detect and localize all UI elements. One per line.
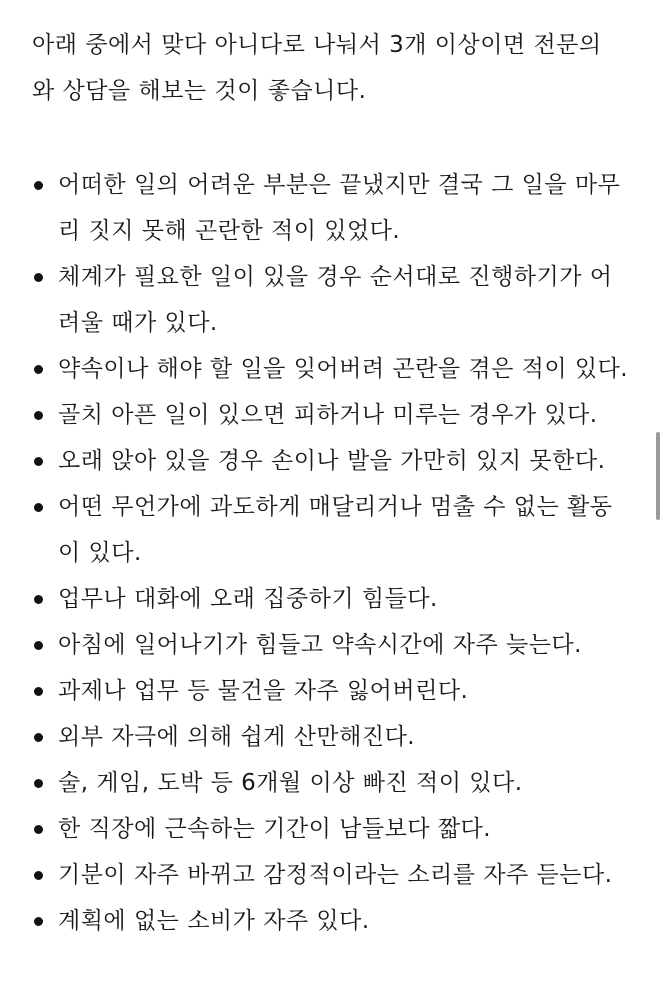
scrollbar-thumb[interactable] — [656, 432, 660, 520]
intro-line: 아래 중에서 맞다 아니다로 나눠서 3개 이상이면 전문의 — [32, 32, 602, 58]
checklist-item — [0, 760, 666, 806]
checklist-item-text: 골치 아픈 일이 있으면 피하거나 미루는 경우가 있다. — [58, 402, 598, 428]
bullet-icon — [34, 825, 43, 834]
checklist-item — [0, 162, 666, 254]
checklist-item-text: 한 직장에 근속하는 기간이 남들보다 짧다. — [58, 816, 492, 842]
checklist-item — [0, 484, 666, 576]
bullet-icon — [34, 411, 43, 420]
checklist-item-text: 약속이나 해야 할 일을 잊어버려 곤란을 겪은 적이 있다. — [58, 356, 629, 382]
checklist-item-text: 이 있다. — [58, 540, 142, 566]
intro-paragraph — [32, 22, 632, 114]
bullet-icon — [34, 641, 43, 650]
checklist-item — [0, 806, 666, 852]
checklist-item — [0, 254, 666, 346]
bullet-icon — [34, 595, 43, 604]
checklist-item-text: 외부 자극에 의해 쉽게 산만해진다. — [58, 724, 416, 750]
checklist-item-text: 업무나 대화에 오래 집중하기 힘들다. — [58, 586, 438, 612]
checklist-item — [0, 576, 666, 622]
checklist-item-text: 어떤 무언가에 과도하게 매달리거나 멈출 수 없는 활동 — [58, 494, 613, 520]
bullet-icon — [34, 687, 43, 696]
checklist-item — [0, 714, 666, 760]
checklist-item-text: 오래 앉아 있을 경우 손이나 발을 가만히 있지 못한다. — [58, 448, 606, 474]
checklist-item — [0, 668, 666, 714]
checklist-item-text: 체계가 필요한 일이 있을 경우 순서대로 진행하기가 어 — [58, 264, 613, 290]
checklist-item — [0, 346, 666, 392]
checklist-item-text: 아침에 일어나기가 힘들고 약속시간에 자주 늦는다. — [58, 632, 582, 658]
checklist-item-text: 리 짓지 못해 곤란한 적이 있었다. — [58, 218, 401, 244]
checklist-item-text: 기분이 자주 바뀌고 감정적이라는 소리를 자주 듣는다. — [58, 862, 613, 888]
bullet-icon — [34, 273, 43, 282]
bullet-icon — [34, 871, 43, 880]
bullet-icon — [34, 181, 43, 190]
checklist-item-text: 계획에 없는 소비가 자주 있다. — [58, 908, 370, 934]
bullet-icon — [34, 917, 43, 926]
bullet-icon — [34, 733, 43, 742]
checklist-item-text: 과제나 업무 등 물건을 자주 잃어버린다. — [58, 678, 469, 704]
checklist-item — [0, 898, 666, 944]
checklist-item-text: 술, 게임, 도박 등 6개월 이상 빠진 적이 있다. — [58, 770, 523, 796]
checklist — [0, 162, 666, 944]
checklist-item — [0, 438, 666, 484]
checklist-item-text: 려울 때가 있다. — [58, 310, 218, 336]
checklist-item — [0, 622, 666, 668]
checklist-item — [0, 852, 666, 898]
checklist-item-text: 어떠한 일의 어려운 부분은 끝냈지만 결국 그 일을 마무 — [58, 172, 621, 198]
checklist-item — [0, 392, 666, 438]
bullet-icon — [34, 779, 43, 788]
bullet-icon — [34, 503, 43, 512]
bullet-icon — [34, 457, 43, 466]
intro-line: 와 상담을 해보는 것이 좋습니다. — [32, 78, 367, 104]
bullet-icon — [34, 365, 43, 374]
